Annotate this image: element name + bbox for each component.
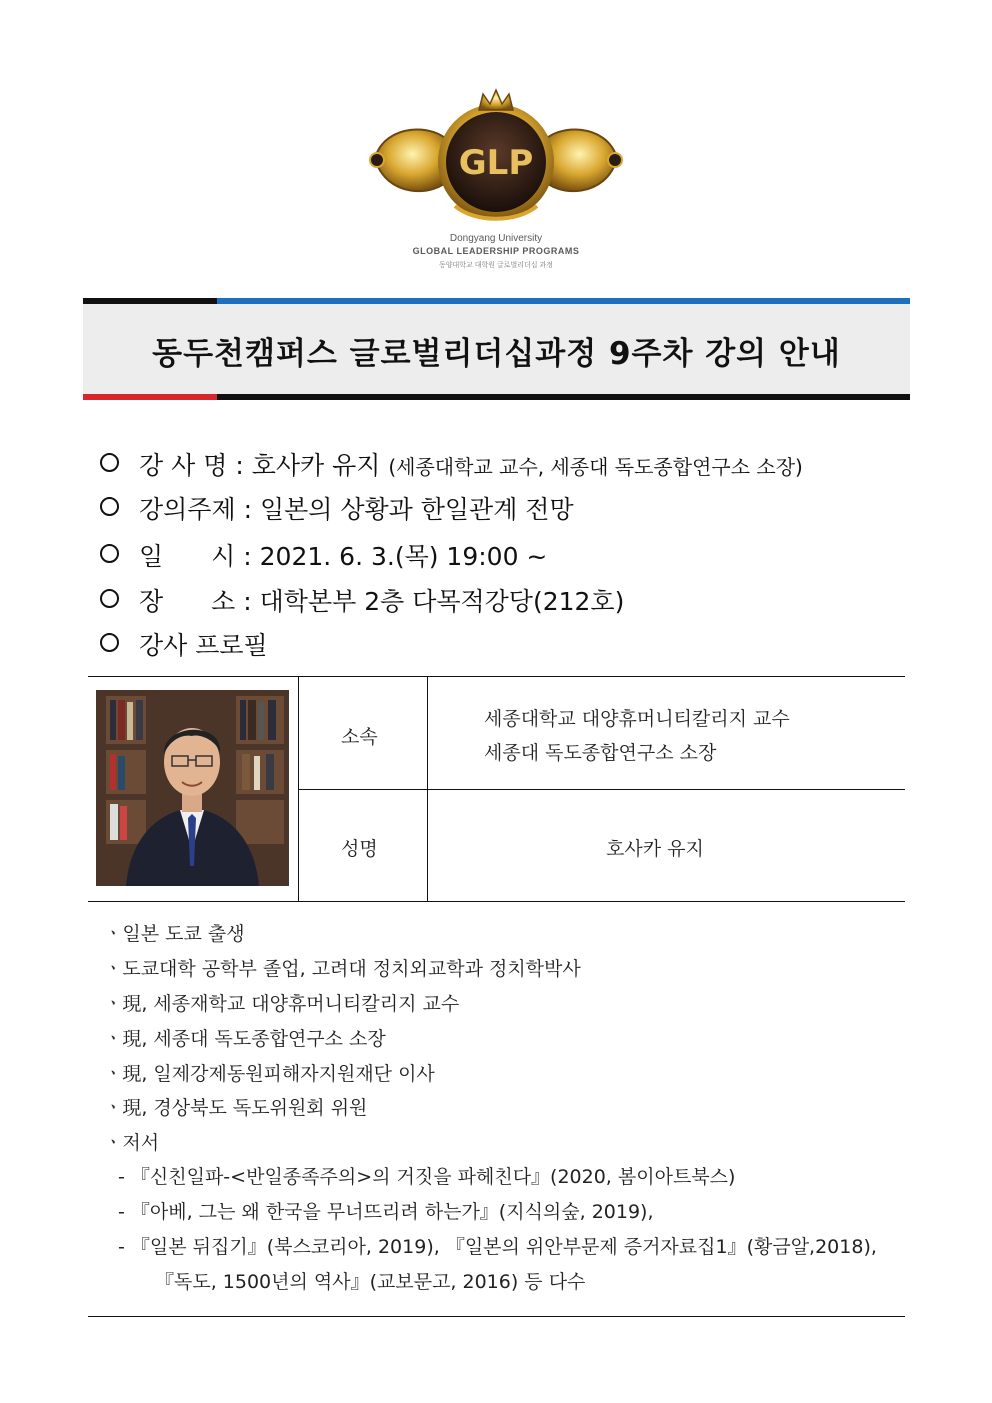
place-label-b: 소 [211, 587, 236, 616]
info-profile [100, 626, 268, 662]
logo-university: Dongyang University [449, 233, 543, 244]
lecturer-label: 강 사 명 [139, 451, 228, 480]
table-bottom-rule [88, 901, 905, 902]
date-label-b: 시 [211, 542, 236, 571]
book-item: 『독도, 1500년의 역사』(교보문고, 2016) 등 다수 [155, 1271, 586, 1293]
place-label-a: 장 [139, 587, 164, 616]
info-place [100, 582, 624, 618]
info-topic [100, 490, 574, 526]
bottom-rule [88, 1316, 905, 1317]
banner-bar-black-bottom [217, 394, 910, 400]
profile-label: 강사 프로필 [139, 631, 268, 660]
logo-letters: GLP [458, 143, 534, 183]
book-item: - 『아베, 그는 왜 한국을 무너뜨리려 하는가』(지식의숲, 2019), [118, 1201, 654, 1223]
glp-logo [355, 88, 637, 278]
place-value: 대학본부 2층 다목적강당(212호) [259, 587, 625, 616]
bullet-item: ㆍ도쿄대학 공학부 졸업, 고려대 정치외교학과 정치학박사 [104, 958, 581, 980]
info-date [100, 537, 547, 573]
affiliation-line2: 세종대 독도종합연구소 소장 [484, 742, 717, 764]
table-divider-1 [298, 676, 299, 902]
lecturer-name: 호사카 유지 [251, 451, 381, 480]
colon: : [243, 495, 252, 524]
bullet-item: ㆍ現, 세종재학교 대양휴머니티칼리지 교수 [104, 993, 460, 1015]
topic-value: 일본의 상황과 한일관계 전망 [259, 495, 574, 524]
circle-bullet-icon [100, 633, 119, 652]
info-lecturer [100, 446, 803, 482]
affiliation-line1: 세종대학교 대양휴머니티칼리지 교수 [484, 708, 790, 730]
glp-emblem [355, 88, 637, 228]
table-mid-rule [298, 789, 905, 790]
colon: : [243, 542, 252, 571]
affiliation-label: 소속 [341, 726, 378, 748]
date-value: 2021. 6. 3.(목) 19:00 ~ [259, 542, 548, 571]
circle-bullet-icon [100, 453, 119, 472]
book-item: - 『일본 뒤집기』(북스코리아, 2019), 『일본의 위안부문제 증거자료집1』(황금알,2018), [118, 1236, 877, 1258]
banner-bar-black-top [83, 298, 217, 304]
profile-table [88, 676, 905, 902]
banner-bar-red [83, 394, 217, 400]
circle-bullet-icon [100, 497, 119, 516]
date-label-a: 일 [139, 542, 164, 571]
name-value: 호사카 유지 [606, 838, 704, 860]
logo-program: GLOBAL LEADERSHIP PROGRAMS [412, 246, 580, 256]
logo-program-korean: 동양대학교 대학원 글로벌리더십 과정 [438, 262, 554, 269]
page-title: 동두천캠퍼스 글로벌리더십과정 9주차 강의 안내 [152, 336, 841, 372]
book-item: - 『신친일파-<반일종족주의>의 거짓을 파헤친다』(2020, 봄이아트북스) [118, 1166, 736, 1188]
lecturer-photo [96, 690, 289, 886]
topic-label: 강의주제 [139, 495, 236, 524]
bullet-item: ㆍ現, 경상북도 독도위원회 위원 [104, 1097, 368, 1119]
banner-bar-blue [217, 298, 910, 304]
name-label: 성명 [341, 838, 378, 860]
bullet-item: ㆍ일본 도쿄 출생 [104, 923, 245, 945]
colon: : [235, 451, 244, 480]
title-banner [83, 298, 910, 400]
colon: : [243, 587, 252, 616]
bullet-item: ㆍ現, 세종대 독도종합연구소 소장 [104, 1028, 386, 1050]
table-divider-2 [427, 676, 428, 902]
table-top-rule [88, 676, 905, 677]
bullet-item: ㆍ저서 [104, 1132, 160, 1154]
circle-bullet-icon [100, 544, 119, 563]
bullet-item: ㆍ現, 일제강제동원피해자지원재단 이사 [104, 1063, 435, 1085]
circle-bullet-icon [100, 589, 119, 608]
lecturer-note: (세종대학교 교수, 세종대 독도종합연구소 소장) [388, 455, 803, 479]
